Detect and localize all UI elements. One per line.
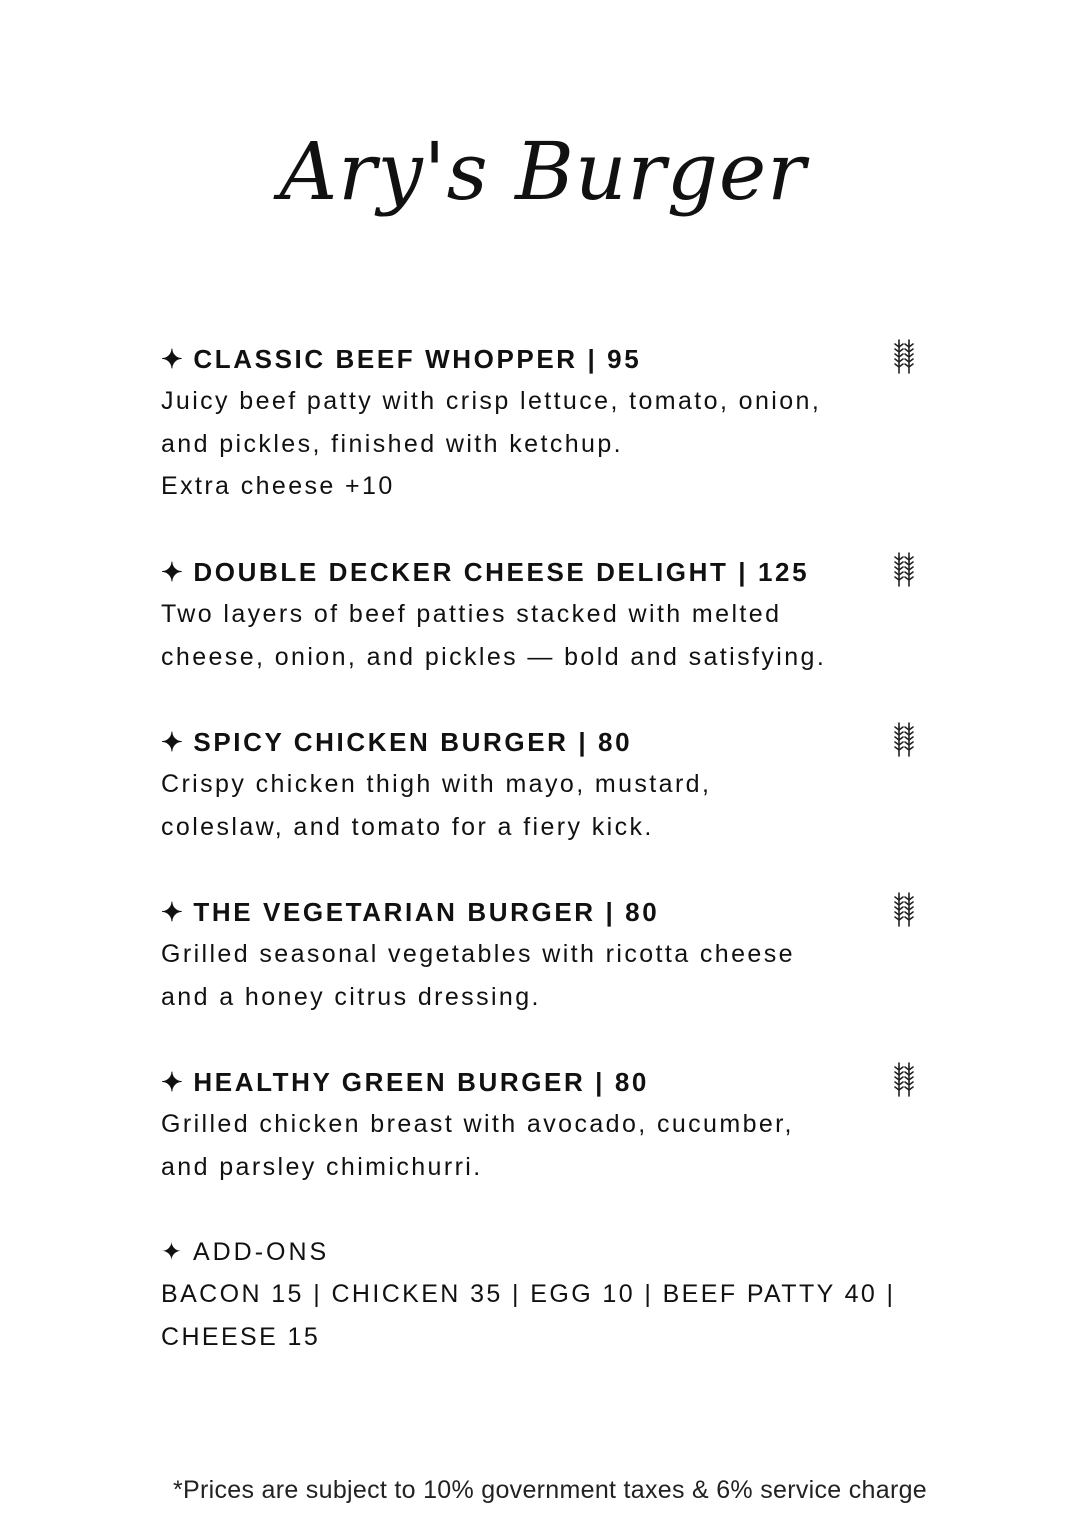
menu-item-healthy-green-burger (161, 1061, 951, 1231)
description-line: Extra cheese +10 (161, 472, 395, 500)
addons-line: BACON 15 | CHICKEN 35 | EGG 10 | BEEF PATTY 40 | (161, 1280, 896, 1308)
item-name: DOUBLE DECKER CHEESE DELIGHT | 125 (193, 557, 810, 587)
star-bullet-icon: ✦ (161, 557, 186, 587)
item-description (161, 763, 951, 848)
description-line: Two layers of beef patties stacked with melted (161, 600, 782, 628)
star-bullet-icon: ✦ (161, 344, 186, 374)
menu-item-spicy-chicken-burger (161, 721, 951, 891)
description-line: coleslaw, and tomato for a fiery kick. (161, 812, 654, 841)
addons-list (161, 1273, 951, 1358)
footer-note: *Prices are subject to 10% government taxes & 6% service charge (173, 1476, 927, 1504)
item-description (161, 1103, 951, 1188)
menu-item-the-vegetarian-burger (161, 891, 951, 1061)
item-title (161, 551, 951, 593)
item-title (161, 891, 951, 933)
description-line: and a honey citrus dressing. (161, 982, 541, 1011)
wheat-icon (889, 338, 919, 374)
item-title (161, 338, 951, 380)
description-line: Grilled seasonal vegetables with ricotta cheese (161, 940, 795, 968)
menu-title: Ary's Burger (279, 125, 807, 218)
menu-item-double-decker-cheese-delight (161, 551, 951, 721)
menu-item-classic-beef-whopper (161, 338, 951, 551)
wheat-icon (889, 1061, 919, 1097)
star-bullet-icon: ✦ (161, 897, 186, 927)
wheat-icon (889, 891, 919, 927)
star-bullet-icon: ✦ (161, 727, 186, 757)
addons-section (161, 1231, 951, 1358)
menu-items (161, 338, 951, 1358)
description-line: and parsley chimichurri. (161, 1152, 483, 1181)
item-title (161, 721, 951, 763)
description-line: cheese, onion, and pickles — bold and satisfying. (161, 642, 827, 671)
description-line: Crispy chicken thigh with mayo, mustard, (161, 770, 712, 798)
wheat-icon (889, 551, 919, 587)
wheat-icon (889, 721, 919, 757)
addons-heading: ADD-ONS (192, 1238, 330, 1266)
star-bullet-icon: ✦ (161, 1238, 185, 1266)
item-name: SPICY CHICKEN BURGER | 80 (193, 727, 633, 757)
star-bullet-icon: ✦ (161, 1067, 186, 1097)
item-title (161, 1061, 951, 1103)
addons-title (161, 1231, 951, 1273)
item-name: CLASSIC BEEF WHOPPER | 95 (193, 344, 642, 374)
description-line: Juicy beef patty with crisp lettuce, tomato, onion, (161, 387, 822, 415)
item-name: HEALTHY GREEN BURGER | 80 (193, 1067, 649, 1097)
item-description (161, 380, 951, 508)
item-name: THE VEGETARIAN BURGER | 80 (193, 897, 660, 927)
item-description (161, 933, 951, 1018)
addons-line: CHEESE 15 (161, 1322, 321, 1351)
description-line: and pickles, finished with ketchup. (161, 429, 623, 458)
item-description (161, 593, 951, 678)
description-line: Grilled chicken breast with avocado, cucumber, (161, 1110, 794, 1138)
